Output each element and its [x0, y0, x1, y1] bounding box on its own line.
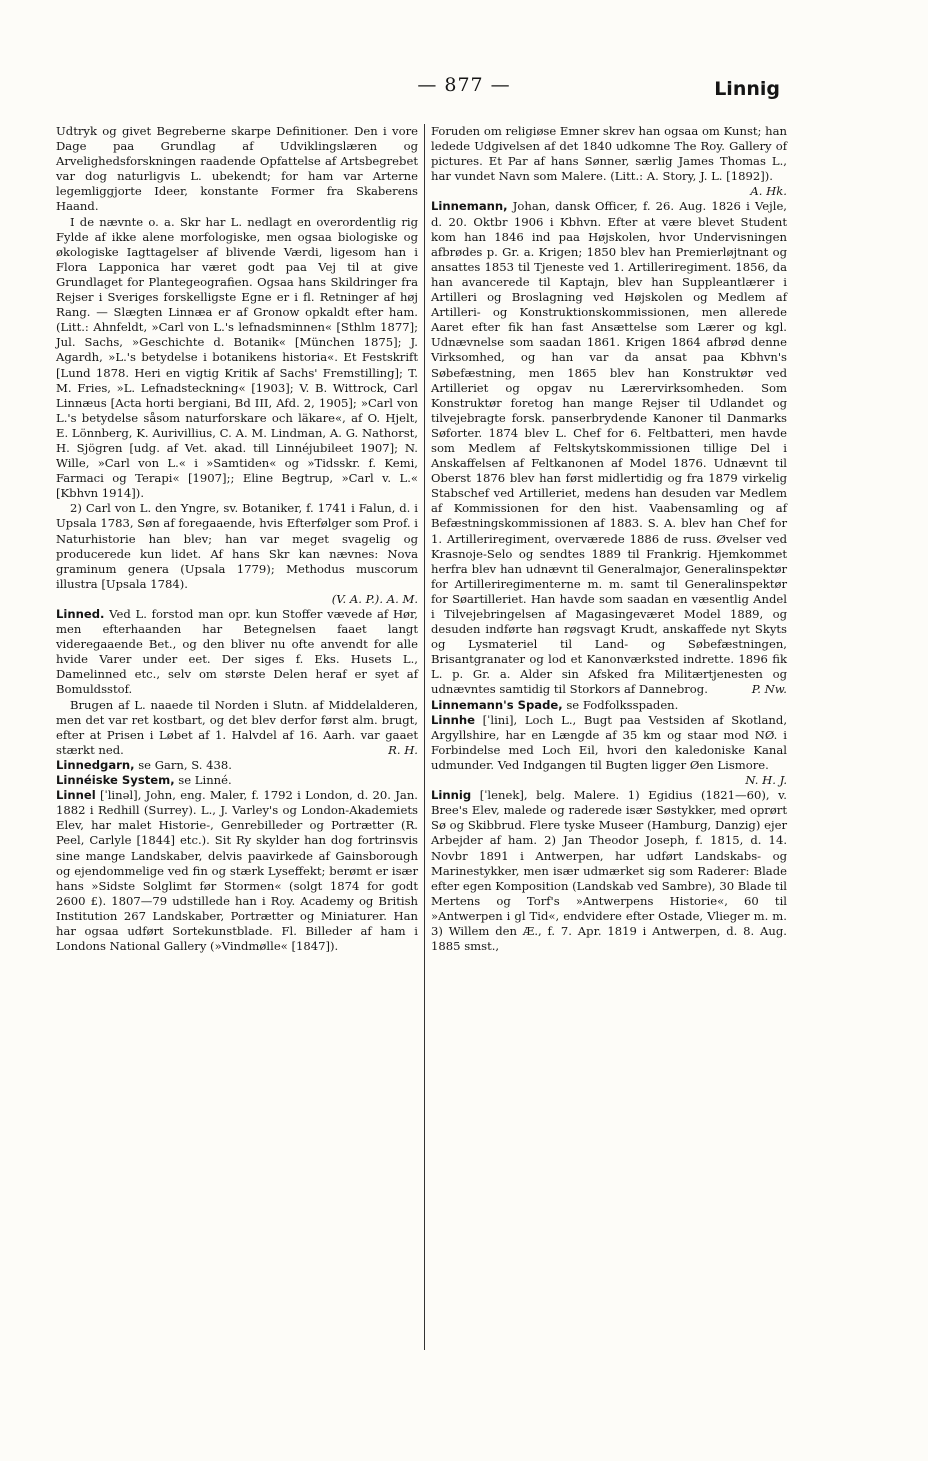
paragraph: Udtryk og givet Begreberne skarpe Definitioner. Den i vore Dage paa Grundlag af Udviklingslæren og Arvelighedsforskningen raadende Opfattelse af Artsbegrebet var dog naturligvis L. ubekendt; for ham var Arterne legemliggjorte Ideer, konstante Former fra Skaberens Haand. — [56, 124, 418, 214]
paragraph-text: 2) Carl von L. den Yngre, sv. Botaniker, f. 1741 i Falun, d. i Upsala 1783, Søn af foregaaende, hvis Efterfølger som Prof. i Naturhistorie han blev; han var meget svagelig og producerede kun lidet. Af hans Skr kan nævnes: Nova graminum genera (Upsala 1779); Methodus muscorum illustra [Upsala 1784). — [56, 501, 418, 591]
headword: Linnig — [431, 788, 472, 803]
entry-linnemanns-spade — [431, 698, 787, 713]
headword: Linnel — [56, 788, 96, 803]
paragraph: I de nævnte o. a. Skr har L. nedlagt en overordentlig rig Fylde af ikke alene morfologiske, men ogsaa biologiske og økologiske Iagttagelser af blivende Værdi, ligesom han i Flora Lapponica har været godt paa Vej til at give Grundlaget for Plantegeografien. Ogsaa hans Skildringer fra Rejser i Sveriges forskelligste Egne er i fl. Retninger af høj Rang. — Slægten Linnæa er af Gronow opkaldt efter ham. (Litt.: Ahnfeldt, »Carl von L.'s lefnadsminnen« [Sthlm 1877]; Jul. Sachs, »Geschichte d. Botanik« [München 1875]; J. Agardh, »L.'s betydelse i botanikens historia«. Et Festskrift [Lund 1878. Heri en vigtig Kritik af Sachs' Fremstilling]; T. M. Fries, »L. Lefnadsteckning« [1903]; V. B. Wittrock, Carl Linnæus [Acta horti bergiani, Bd III, Afd. 2, 1905]; »Carl von L.'s betydelse såsom naturforskare och läkare«, af O. Hjelt, E. Lönnberg, K. Aurivillius, C. A. M. Lindman, A. G. Nathorst, H. Sjögren [udg. af Vet. akad. till Linnéjubileet 1907]; N. Wille, »Carl von L.« i »Samtiden« og »Tidsskr. f. Kemi, Farmaci og Terapi« [1907];; Eline Begtrup, »Carl v. L.« [Kbhvn 1914]). — [56, 214, 418, 501]
author-signature: (V. A. P.). A. M. — [331, 591, 418, 606]
author-signature: R. H. — [388, 742, 418, 757]
entry-linnel — [56, 788, 418, 954]
headword: Linnhe — [431, 712, 475, 727]
entry-text: [ˈlenek], belg. Malere. 1) Egidius (1821—60), v. Bree's Elev, malede og raderede især Søstykker, med oprørt Sø og Skibbrud. Flere tyske Museer (Hamburg, Danzig) ejer Arbejder af ham. 2) Jan Theodor Joseph, f. 1815, d. 14. Novbr 1891 i Antwerpen, har udført Landskabs- og Marinestykker, men især udmærket sig som Raderer: Blade efter egen Komposition (Landskab ved Sambre), 30 Blade til Mertens og Torf's »Antwerpens Historie«, 60 til »Antwerpen i gl Tid«, endvidere efter Ostade, Vlieger m. m. 3) Willem den Æ., f. 7. Apr. 1819 i Antwerpen, d. 8. Aug. 1885 smst., — [431, 788, 787, 954]
entry-linnemann — [431, 199, 787, 697]
author-signature: N. H. J. — [745, 773, 787, 788]
paragraph-text: Foruden om religiøse Emner skrev han ogsaa om Kunst; han ledede Udgivelsen af det 1840 udkomne The Roy. Gallery of pictures. Et Par af hans Sønner, særlig James Thomas L., har vundet Navn som Malere. (Litt.: A. Story, J. L. [1892]). — [431, 124, 787, 184]
entry-text: se Linné. — [174, 773, 232, 788]
entry-text: se Fodfolksspaden. — [562, 697, 679, 712]
entry-text: Johan, dansk Officer, f. 26. Aug. 1826 i Vejle, d. 20. Oktbr 1906 i Kbhvn. Efter at være blevet Student kom han 1846 ind paa Højskolen, hvor Undervisningen afbrødes p. Gr. a. Krigen; 1850 blev han Premierløjtnant og ansattes 1853 til Tjeneste ved 1. Artilleriregiment. 1856, da han avancerede til Kaptajn, blev han Suppleantlærer i Artilleri og Broslagning ved Højskolen og Medlem af Artilleri- og Konstruktionskommissionen, men allerede Aaret efter fik han fast Ansættelse som Lærer og kgl. Udnævnelse som saadan 1861. Krigen 1864 afbrød denne Virksomhed, og han var da ansat paa Kbhvn's Søbefæstning, men 1865 blev han Konstruktør ved Artilleriet og opgav nu Lærervirksomheden. Som Konstruktør foretog han mange Rejser til Udlandet og tilvejebragte forsk. panserbrydende Kanoner til Danmarks Søforter. 1874 blev L. Chef for 6. Feltbatteri, men havde som Medlem af Feltskytskommissionen tillige Del i Anskaffelsen af Feltkanonen af Model 1876. Udnævnt til Oberst 1876 blev han først midlertidig og fra 1879 virkelig Stabschef ved Artilleriet, medens han desuden var Medlem af Kommissionen for den hist. Vaabensamling og af Befæstningskommissionen af 1883. S. A. blev han Chef for 1. Artilleriregiment, overværede 1886 de russ. Øvelser ved Krasnoje-Selo og sendtes 1889 til Frankrig. Hjemkommet herfra blev han udnævnt til Generalmajor, Generalinspektør for Artilleriregimenterne m. m. samt til Generalinspektør for Søartilleriet. Han havde som saadan en væsentlig Andel i Tilvejebringelsen af Magasingeværet Model 1889, og desuden indførte han røgsvagt Krudt, anskaffede nyt Skyts og Lysmateriel til Land- og Søbefæstningen, Brisantgranater og lod et Kanonværksted indrette. 1896 fik L. p. Gr. a. Alder sin Afsked fra Militærtjenesten og udnævntes samtidig til Storkors af Dannebrog. — [431, 199, 787, 697]
entry-text: se Garn, S. 438. — [134, 757, 232, 772]
running-head: Linnig — [714, 78, 780, 100]
page-header — [0, 72, 928, 102]
author-signature: A. Hk. — [750, 184, 787, 199]
left-column — [56, 124, 418, 954]
paragraph — [56, 698, 418, 758]
entry-linned — [56, 607, 418, 698]
entry-text: Ved L. forstod man opr. kun Stoffer vævede af Hør, men efterhaanden har Betegnelsen faaet langt videregaaende Bet., og den bliver nu ofte anvendt for alle hvide Varer under eet. Der siges f. Eks. Husets L., Damelinned etc., selv om største Delen heraf er syet af Bomuldsstof. — [56, 607, 418, 697]
paragraph-text: Brugen af L. naaede til Norden i Slutn. af Middelalderen, men det var ret kostbart, og det blev derfor først alm. brugt, efter at Prisen i Løbet af 1. Halvdel af 16. Aarh. var gaaet stærkt ned. — [56, 697, 418, 757]
headword: Linnedgarn, — [56, 757, 135, 772]
headword: Linned. — [56, 607, 105, 621]
right-column — [431, 124, 787, 954]
paragraph — [431, 124, 787, 199]
page-number: — 877 — — [417, 74, 511, 96]
headword: Linnemann's Spade, — [431, 697, 563, 712]
entry-linnig — [431, 788, 787, 954]
entry-linnedgarn — [56, 758, 418, 773]
entry-text: [ˈlinəl], John, eng. Maler, f. 1792 i London, d. 20. Jan. 1882 i Redhill (Surrey). L., J. Varley's og London-Akademiets Elev, har malet Historie-, Genrebilleder og Portrætter (R. Peel, Carlyle [1844] etc.). Sit Ry skylder han dog fortrinsvis sine mange Landskaber, delvis paavirkede af Gainsborough og ejendommelige ved fin og stærk Lyseffekt; berømt er især hans »Sidste Solglimt før Stormen« (solgt 1874 for godt 2600 £). 1807—79 udstillede han i Roy. Academy og British Institution 267 Landskaber, Portrætter og Miniaturer. Han har ogsaa udført Sortekunstblade. Fl. Billeder af ham i Londons National Gallery (»Vindmølle« [1847]). — [56, 788, 418, 954]
entry-linneiske-system — [56, 773, 418, 788]
headword: Linnemann, — [431, 199, 508, 214]
column-rule — [424, 124, 425, 1350]
headword: Linnéiske System, — [56, 773, 175, 788]
entry-linnhe — [431, 712, 787, 788]
entry-text: [ˈlini], Loch L., Bugt paa Vestsiden af Skotland, Argyllshire, har en Længde af 35 km og staar mod NØ. i Forbindelse med Loch Eil, hvori den kaledoniske Kanal udmunder. Ved Indgangen til Bugten ligger Øen Lismore. — [431, 712, 787, 772]
paragraph — [56, 501, 418, 607]
author-signature: P. Nw. — [751, 682, 787, 697]
